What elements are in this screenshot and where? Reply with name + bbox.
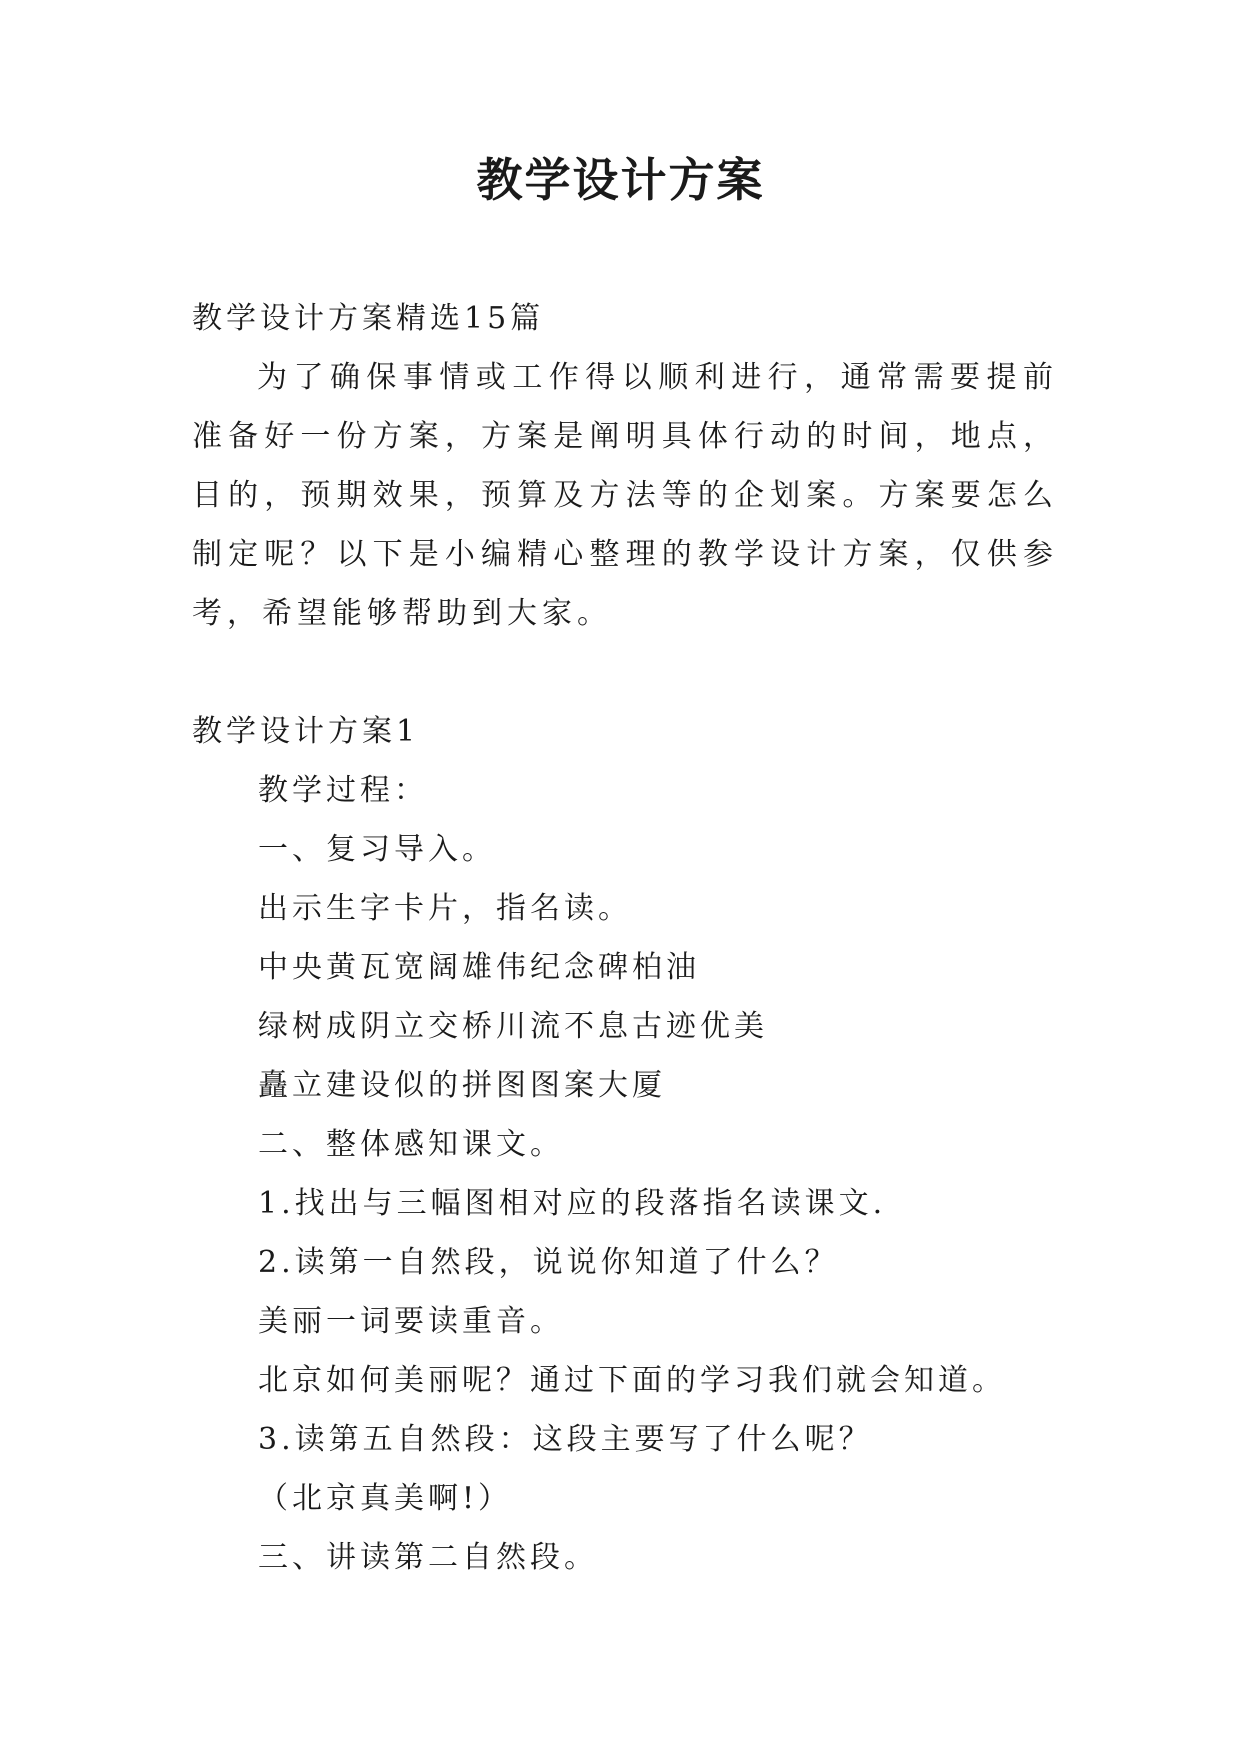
section-line: 2.读第一自然段，说说你知道了什么？	[258, 1245, 839, 1280]
section-line: 矗立建设似的拼图图案大厦	[258, 1068, 666, 1103]
page-title: 教学设计方案	[476, 153, 765, 207]
document-subtitle: 教学设计方案精选15篇	[192, 301, 545, 336]
document-body	[192, 289, 1058, 1587]
section-heading: 教学设计方案1	[192, 714, 420, 749]
section-line: （北京真美啊!）	[258, 1481, 513, 1516]
section-line: 出示生字卡片，指名读。	[258, 891, 632, 926]
section-line: 绿树成阴立交桥川流不息古迹优美	[258, 1009, 768, 1044]
section-line: 1.找出与三幅图相对应的段落指名读课文.	[258, 1186, 887, 1221]
section-line: 二、整体感知课文。	[258, 1127, 564, 1162]
spacer	[192, 643, 1058, 702]
section-line: 三、讲读第二自然段。	[258, 1540, 598, 1575]
section-line: 中央黄瓦宽阔雄伟纪念碑柏油	[258, 950, 700, 985]
intro-paragraph: 为了确保事情或工作得以顺利进行，通常需要提前准备好一份方案，方案是阐明具体行动的时间，地点，目的，预期效果，预算及方法等的企划案。方案要怎么制定呢？以下是小编精心整理的教学设计方案，仅供参考，希望能够帮助到大家。	[192, 360, 1058, 631]
section-line: 一、复习导入。	[258, 832, 496, 867]
section-line: 美丽一词要读重音。	[258, 1304, 564, 1339]
section-line: 北京如何美丽呢？通过下面的学习我们就会知道。	[258, 1363, 1006, 1398]
section-line: 3.读第五自然段：这段主要写了什么呢？	[258, 1422, 873, 1457]
section-line: 教学过程：	[258, 773, 428, 808]
